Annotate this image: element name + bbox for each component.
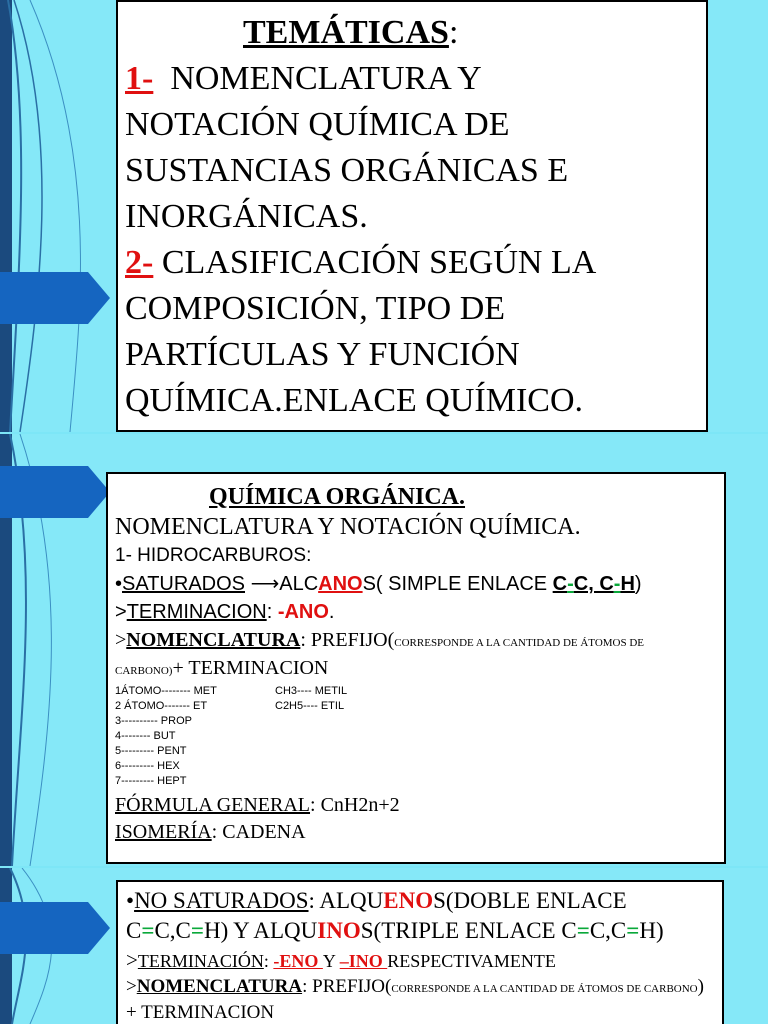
prefix-left: 4-------- BUT: [115, 730, 176, 742]
prefix-row: [115, 729, 724, 744]
prefix-left: 1ÁTOMO-------- MET: [115, 685, 217, 697]
prefix-right: C2H5---- ETIL: [275, 700, 345, 712]
nomenclature-line: >NOMENCLATURA: PREFIJO(CORRESPONDE A LA CANTIDAD DE ÁTOMOS DE: [115, 629, 645, 651]
theme-1-number: 1-: [125, 60, 154, 97]
themes-box: [116, 0, 708, 432]
prefix-left: 2 ÁTOMO------- ET: [115, 700, 208, 712]
unsaturated-line-1: •NO SATURADOS: ALQUENOS(DOBLE ENLACE: [126, 888, 627, 913]
arrow-icon: [0, 898, 110, 958]
saturated-line: •SATURADOS ⟶ALCANOS( SIMPLE ENLACE C-C, C-H): [115, 573, 642, 595]
arrow-icon: [0, 462, 110, 522]
termination-line: >TERMINACION: -ANO.: [115, 601, 335, 623]
prefix-left: 7--------- HEPT: [115, 775, 187, 787]
section-subtitle: NOMENCLATURA Y NOTACIÓN QUÍMICA.: [115, 514, 581, 540]
organic-chemistry-box: [106, 472, 726, 864]
theme-1-text: SUSTANCIAS ORGÁNICAS E: [125, 152, 569, 189]
prefix-row: [115, 714, 724, 729]
general-formula-line: FÓRMULA GENERAL: CnH2n+2: [115, 794, 400, 816]
prefix-left: 5--------- PENT: [115, 745, 187, 757]
hydrocarbons-heading: 1- HIDROCARBUROS:: [115, 545, 312, 566]
theme-2-text: QUÍMICA.ENLACE QUÍMICO.: [125, 382, 584, 419]
prefix-row: [115, 774, 724, 789]
arrow-right-icon: ⟶: [250, 573, 280, 595]
nomenclature-line: >NOMENCLATURA: PREFIJO(CORRESPONDE A LA CANTIDAD DE ÁTOMOS DE CARBONO): [126, 976, 704, 997]
isomerism-line: ISOMERÍA: CADENA: [115, 821, 306, 843]
unsaturated-line-2: C=C,C=H) Y ALQUINOS(TRIPLE ENLACE C=C,C=H): [126, 918, 664, 943]
slide-3: [0, 868, 768, 1024]
prefix-right: CH3---- METIL: [275, 685, 348, 697]
unsaturated-box: [116, 880, 724, 1024]
prefix-row: [115, 759, 724, 774]
theme-1-line: 1- NOMENCLATURA Y: [125, 60, 482, 97]
prefix-row: [115, 699, 724, 714]
theme-1-text: INORGÁNICAS.: [125, 198, 368, 235]
prefix-table: [115, 684, 724, 789]
theme-1-text: NOTACIÓN QUÍMICA DE: [125, 106, 510, 143]
section-title: QUÍMICA ORGÁNICA.: [209, 484, 466, 510]
arrow-icon: [0, 268, 110, 328]
prefix-left: 3---------- PROP: [115, 715, 192, 727]
slide-2: [0, 434, 768, 866]
theme-2-text: PARTÍCULAS Y FUNCIÓN: [125, 336, 520, 373]
nomenclature-termination: + TERMINACION: [126, 1002, 275, 1023]
prefix-row: [115, 744, 724, 759]
termination-line: >TERMINACIÓN: -ENO Y –INO RESPECTIVAMENTE: [126, 948, 556, 972]
themes-title: TEMÁTICAS:: [243, 14, 459, 51]
prefix-left: 6--------- HEX: [115, 760, 180, 772]
theme-2-number: 2-: [125, 244, 154, 281]
theme-2-text: COMPOSICIÓN, TIPO DE: [125, 290, 506, 327]
slide-1: [0, 0, 768, 432]
nomenclature-line-2: CARBONO)+ TERMINACION: [115, 657, 329, 679]
decorative-lines: [0, 0, 120, 432]
theme-2-line: 2- CLASIFICACIÓN SEGÚN LA: [125, 244, 597, 281]
prefix-row: [115, 684, 724, 699]
